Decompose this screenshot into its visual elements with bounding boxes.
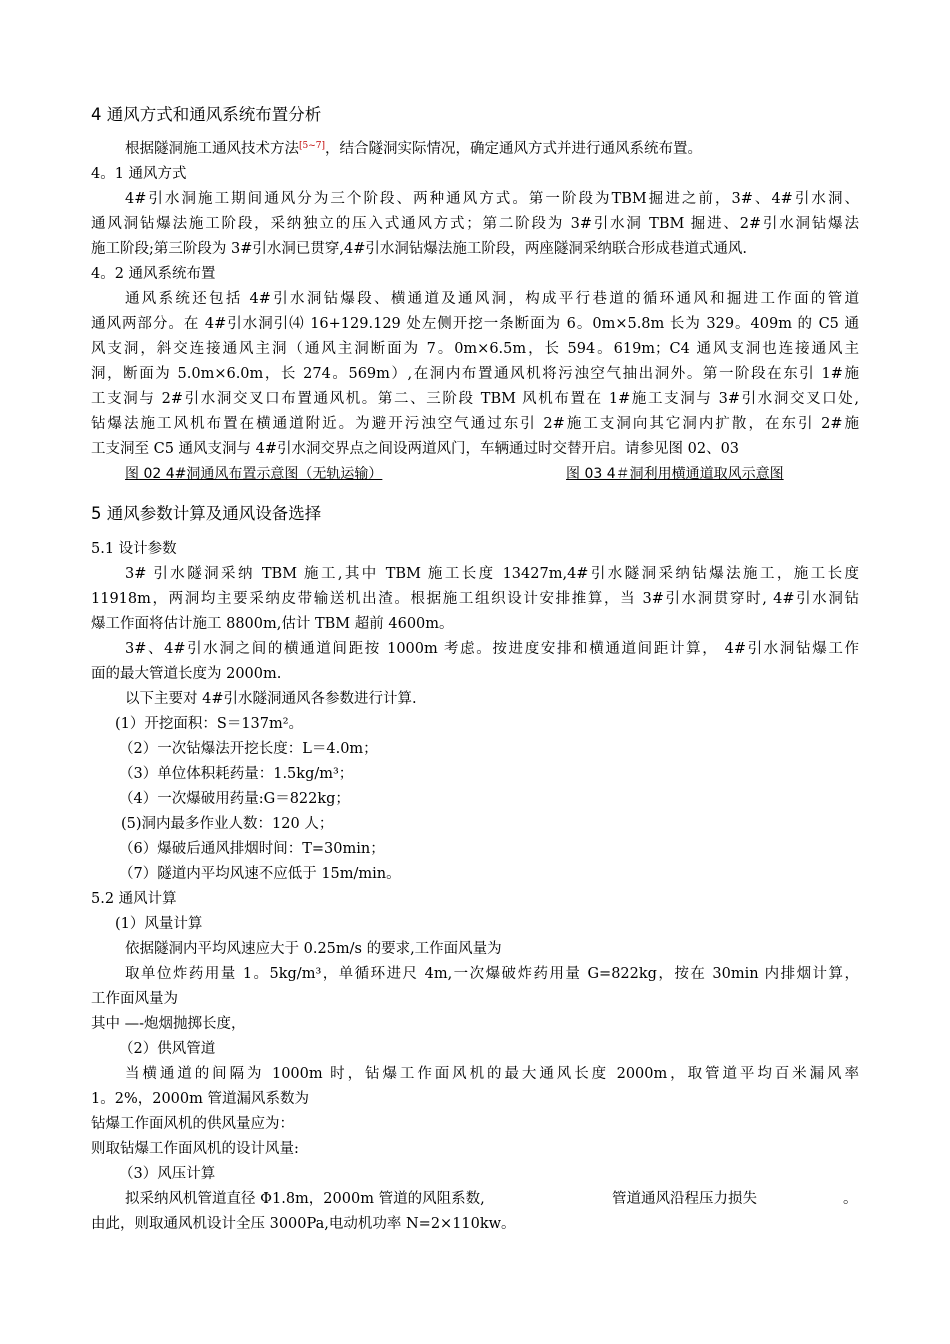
- paragraph-4-2-line: 工支洞与 2#引水洞交叉口布置通风机。第二、三阶段 TBM 风机布置在 1#施工支洞与 3#引水洞交叉口处,: [91, 391, 859, 407]
- section-4-heading: 4 通风方式和通风系统布置分析: [91, 105, 322, 124]
- figure-03-caption: 图 03 4＃洞利用横通道取风示意图: [566, 466, 784, 482]
- paragraph-5-1-line: 爆工作面将估计施工 8800m,估计 TBM 超前 4600m。: [91, 616, 454, 632]
- citation-reference[interactable]: [5~7]: [299, 141, 326, 151]
- paragraph-4-2-line: 通风两部分。在 4#引水洞引⑷ 16+129.129 处左侧开挖一条断面为 6。0m×5.8m 长为 329。409m 的 C5 通: [91, 316, 859, 332]
- section-4-intro: 根据隧洞施工通风技术方法[5~7]，结合隧洞实际情况，确定通风方式并进行通风系统布置。: [125, 141, 703, 157]
- calc-item-heading: （3）风压计算: [119, 1166, 216, 1182]
- subsection-5-2-heading: 5.2 通风计算: [91, 891, 177, 907]
- paragraph-5-1-line: 3#、4#引水洞之间的横通道间距按 1000m 考虑。按进度安排和横通道间距计算， 4#引水洞钻爆工作: [125, 641, 859, 657]
- param-item: （3）单位体积耗药量：1.5kg/m³；: [119, 766, 354, 782]
- paragraph-4-1-line: 施工阶段;第三阶段为 3#引水洞已贯穿,4#引水洞钻爆法施工阶段，两座隧洞采纳联合形成巷道式通风.: [91, 241, 747, 257]
- paragraph-5-1-line: 以下主要对 4#引水隧洞通风各参数进行计算.: [125, 691, 417, 707]
- param-item: （4）一次爆破用药量:G＝822kg；: [119, 791, 350, 807]
- paragraph-4-1-line: 通风洞钻爆法施工阶段，采纳独立的压入式通风方式；第二阶段为 3#引水洞 TBM 掘进、2#引水洞钻爆法: [91, 216, 859, 232]
- param-item: （2）一次钻爆法开挖长度：L＝4.0m；: [119, 741, 378, 757]
- figure-02-caption: 图 02 4#洞通风布置示意图（无轨运输）: [125, 466, 383, 482]
- calc-text: 则取钻爆工作面风机的设计风量:: [91, 1141, 299, 1157]
- paragraph-5-1-line: 3# 引水隧洞采纳 TBM 施工,其中 TBM 施工长度 13427m,4#引水隧洞采纳钻爆法施工，施工长度: [125, 566, 859, 582]
- calc-text: 当横通道的间隔为 1000m 时，钻爆工作面风机的最大通风长度 2000m，取管道平均百米漏风率: [125, 1066, 859, 1082]
- paragraph-4-1-line: 4#引水洞施工期间通风分为三个阶段、两种通风方式。第一阶段为TBM掘进之前，3#、4#引水洞、: [125, 191, 859, 207]
- param-item: （7）隧道内平均风速不应低于 15m/min。: [119, 866, 401, 882]
- subsection-4-2-heading: 4。2 通风系统布置: [91, 266, 216, 282]
- calc-item-heading: (1）风量计算: [115, 916, 203, 932]
- subsection-4-1-heading: 4。1 通风方式: [91, 166, 187, 182]
- section-5-heading: 5 通风参数计算及通风设备选择: [91, 504, 322, 523]
- param-item: (1）开挖面积：S＝137m²。: [115, 716, 304, 732]
- calc-text: 拟采纳风机管道直径 Φ1.8m，2000m 管道的风阻系数,: [125, 1191, 485, 1207]
- calc-text: 取单位炸药用量 1。5kg/m³，单循环进尺 4m,一次爆破炸药用量 G=822kg，按在 30min 内排烟计算，: [125, 966, 859, 982]
- calc-text: 由此，则取通风机设计全压 3000Pa,电动机功率 N=2×110kw。: [91, 1216, 516, 1232]
- calc-text: 1。2%，2000m 管道漏风系数为: [91, 1091, 309, 1107]
- calc-text: 其中 —-炮烟抛掷长度，: [91, 1016, 246, 1032]
- calc-text: 依据隧洞内平均风速应大于 0.25m/s 的要求,工作面风量为: [125, 941, 502, 957]
- paragraph-4-2-line: 洞，断面为 5.0m×6.0m，长 274。569m）,在洞内布置通风机将污浊空气抽出洞外。第一阶段在东引 1#施: [91, 366, 859, 382]
- subsection-5-1-heading: 5.1 设计参数: [91, 541, 177, 557]
- calc-text: 。: [843, 1191, 858, 1207]
- calc-text: 钻爆工作面风机的供风量应为：: [91, 1116, 294, 1132]
- paragraph-5-1-line: 11918m，两洞均主要采纳皮带输送机出渣。根据施工组织设计安排推算，当 3#引水洞贯穿时, 4#引水洞钻: [91, 591, 859, 607]
- paragraph-4-2-line: 风支洞，斜交连接通风主洞（通风主洞断面为 7。0m×6.5m，长 594。619m；C4 通风支洞也连接通风主: [91, 341, 859, 357]
- paragraph-5-1-line: 面的最大管道长度为 2000m.: [91, 666, 282, 682]
- calc-text: 管道通风沿程压力损失: [612, 1191, 757, 1207]
- param-item: (5)洞内最多作业人数：120 人；: [121, 816, 334, 832]
- calc-item-heading: （2）供风管道: [119, 1041, 216, 1057]
- paragraph-4-2-line: 钻爆法施工风机布置在横通道附近。为避开污浊空气通过东引 2#施工支洞向其它洞内扩散，在东引 2#施: [91, 416, 859, 432]
- param-item: （6）爆破后通风排烟时间：T=30min；: [119, 841, 385, 857]
- paragraph-4-2-line: 工支洞至 C5 通风支洞与 4#引水洞交界点之间设两道风门，车辆通过时交替开启。请参见图 02、03: [91, 441, 740, 457]
- calc-text: 工作面风量为: [91, 991, 178, 1007]
- paragraph-4-2-line: 通风系统还包括 4#引水洞钻爆段、横通道及通风洞，构成平行巷道的循环通风和掘进工作面的管道: [125, 291, 859, 307]
